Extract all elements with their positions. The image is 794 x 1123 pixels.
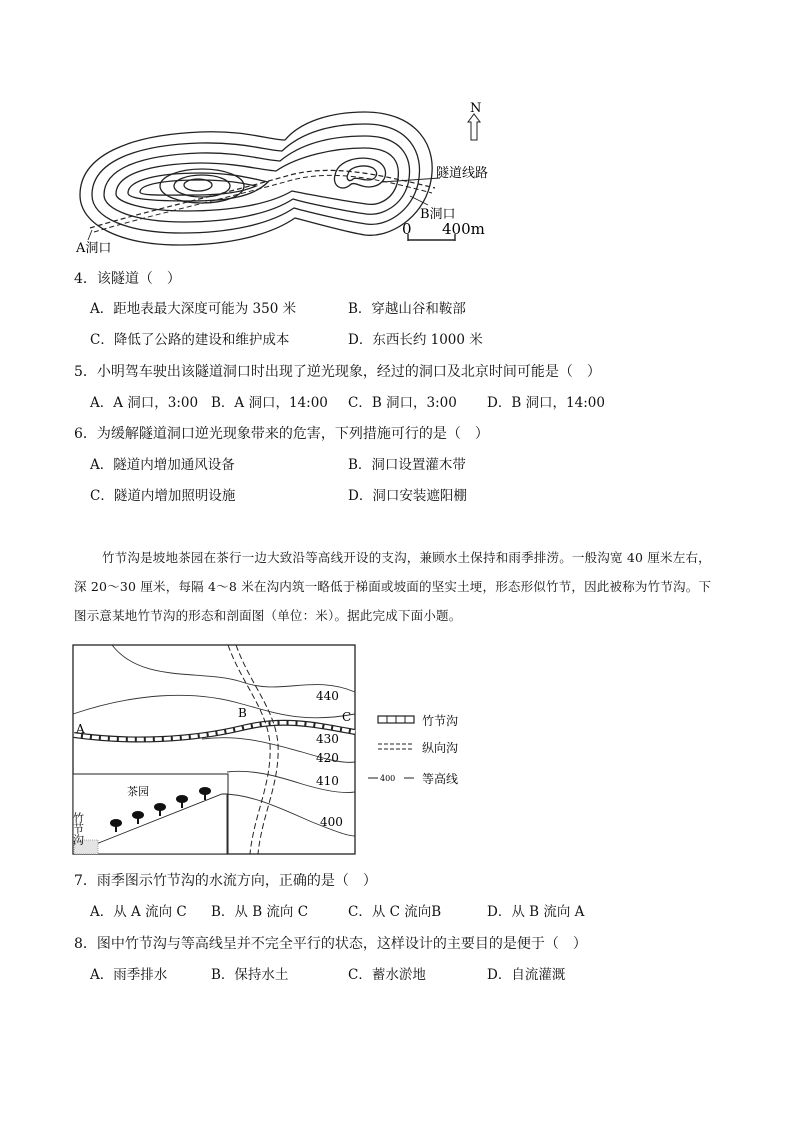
q7-option-b: B．从 B 流向 C <box>211 904 309 920</box>
question-8-stem: 8．图中竹节沟与等高线呈并不完全平行的状态，这样设计的主要目的是便于（ ） <box>74 936 587 952</box>
legend-contour: 等高线 <box>422 772 459 786</box>
q8-option-d: D．自流灌溉 <box>487 967 566 983</box>
passage-text: 竹节沟是坡地茶园在茶行一边大致沿等高线开设的支沟，兼顾水土保持和雨季排涝。一般沟宽 40 厘米左右，深 20～30 厘米，每隔 4～8 米在沟内筑一略低于梯面或坡面的坚实土埂，形态形似竹节，因此被称为竹节沟。下图示意某地竹节沟的形态和剖面图（单位：米）。据此完成下面小题。 <box>74 550 712 623</box>
point-a: A <box>76 722 85 736</box>
contour-430: 430 <box>316 732 339 746</box>
portal-a-label: A洞口 <box>76 241 112 256</box>
question-4-stem: 4．该隧道（ ） <box>74 271 181 287</box>
question-7-stem: 7．雨季图示竹节沟的水流方向，正确的是（ ） <box>74 873 377 889</box>
north-label: N <box>470 101 482 116</box>
legend-zongxianggou: 纵向沟 <box>422 741 459 755</box>
question-5-stem: 5．小明驾车驶出该隧道洞口时出现了逆光现象，经过的洞口及北京时间可能是（ ） <box>74 364 601 380</box>
tunnel-route-label: 隧道线路 <box>436 166 489 181</box>
contour-410: 410 <box>316 774 339 788</box>
q4-option-a: A．距地表最大深度可能为 350 米 <box>90 301 297 317</box>
question-6-stem: 6．为缓解隧道洞口逆光现象带来的危害，下列措施可行的是（ ） <box>74 426 489 442</box>
bamboo-ditch-map <box>72 644 472 856</box>
scale-zero: 0 <box>402 220 412 238</box>
q7-option-d: D．从 B 流向 A <box>487 904 585 920</box>
contour-440: 440 <box>316 689 339 703</box>
q6-option-b: B．洞口设置灌木带 <box>348 457 466 473</box>
q5-option-c: C．B 洞口，3:00 <box>348 395 457 411</box>
q4-option-d: D．东西长约 1000 米 <box>348 332 483 348</box>
q8-option-c: C．蓄水淤地 <box>348 967 426 983</box>
contour-420: 420 <box>316 751 339 765</box>
inset-tea-garden-label: 茶园 <box>127 785 149 798</box>
portal-b-label: B洞口 <box>420 207 456 222</box>
q5-option-d: D．B 洞口，14:00 <box>487 395 605 411</box>
q8-option-b: B．保持水土 <box>211 967 289 983</box>
q4-option-c: C．降低了公路的建设和维护成本 <box>90 332 290 348</box>
point-b: B <box>238 706 247 720</box>
inset-ditch-label: 竹节沟 <box>72 812 85 845</box>
q6-option-d: D．洞口安装遮阳棚 <box>348 488 467 504</box>
q6-option-c: C．隧道内增加照明设施 <box>90 488 236 504</box>
q7-option-c: C．从 C 流向B <box>348 904 442 920</box>
q6-option-a: A．隧道内增加通风设备 <box>90 457 235 473</box>
q8-option-a: A．雨季排水 <box>90 967 168 983</box>
north-arrow-icon <box>468 114 480 140</box>
q5-option-b: B．A 洞口，14:00 <box>211 395 328 411</box>
q4-option-b: B．穿越山谷和鞍部 <box>348 301 466 317</box>
legend-contour-value: 400 <box>380 774 396 783</box>
q5-option-a: A．A 洞口，3:00 <box>90 395 199 411</box>
tunnel-contour-map <box>70 100 530 258</box>
legend-zhujiegou: 竹节沟 <box>422 714 459 728</box>
contour-400: 400 <box>320 815 343 829</box>
point-c: C <box>342 710 352 724</box>
scale-distance: 400m <box>442 220 485 238</box>
q7-option-a: A．从 A 流向 C <box>90 904 187 920</box>
